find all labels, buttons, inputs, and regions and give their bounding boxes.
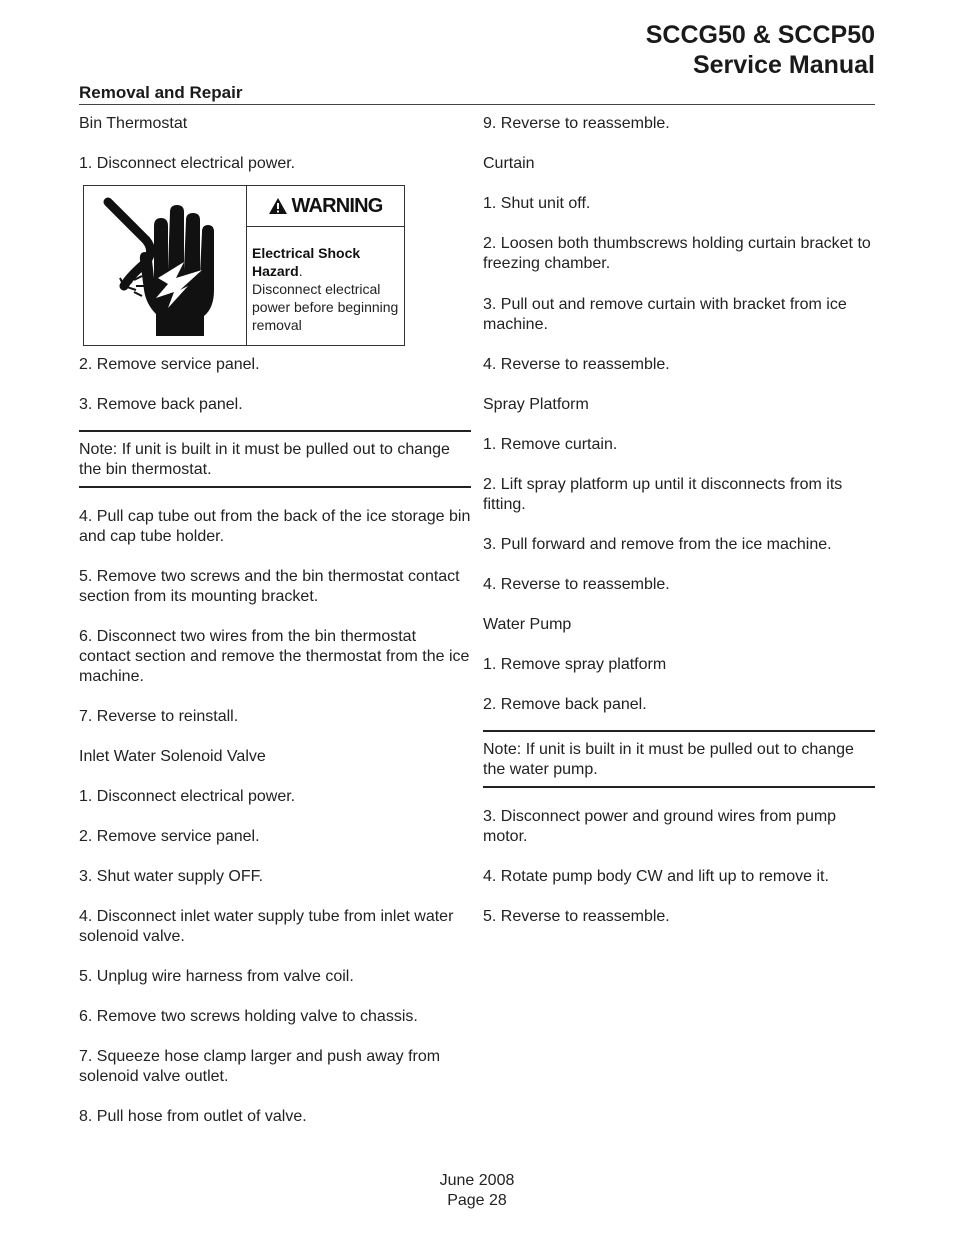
wp-step-3: 3. Disconnect power and ground wires from pump motor. — [483, 808, 837, 845]
note-rule-bottom — [79, 486, 471, 488]
hazard-instructions: Disconnect electrical power before beginning removal — [252, 281, 399, 333]
pump-note-rule-bottom — [483, 786, 875, 788]
electrical-shock-pictogram — [84, 186, 247, 345]
c-step-3: 3. Pull out and remove curtain with bracket from ice machine. — [483, 296, 847, 333]
manual-title: Service Manual — [692, 51, 875, 79]
iv-step-2: 2. Remove service panel. — [79, 828, 260, 845]
bt-step-7: 7. Reverse to reinstall. — [79, 708, 239, 725]
c-step-4: 4. Reverse to reassemble. — [483, 356, 670, 373]
c-step-2: 2. Loosen both thumbscrews holding curtain bracket to freezing chamber. — [483, 235, 871, 272]
bt-step-4: 4. Pull cap tube out from the back of the ice storage bin and cap tube holder. — [79, 508, 471, 545]
hazard-title: Electrical Shock Hazard — [252, 245, 361, 279]
warning-signal-panel — [247, 186, 404, 227]
warning-triangle-icon — [268, 197, 288, 215]
sp-step-2: 2. Lift spray platform up until it disconnects from its fitting. — [483, 476, 843, 513]
bt-step-2: 2. Remove service panel. — [79, 356, 260, 373]
sp-step-1: 1. Remove curtain. — [483, 436, 618, 453]
sp-step-3: 3. Pull forward and remove from the ice machine. — [483, 536, 832, 553]
bin-thermostat-heading: Bin Thermostat — [79, 115, 188, 132]
iv-step-4: 4. Disconnect inlet water supply tube from inlet water solenoid valve. — [79, 908, 454, 945]
iv-step-8: 8. Pull hose from outlet of valve. — [79, 1108, 307, 1125]
iv-step-9: 9. Reverse to reassemble. — [483, 115, 670, 132]
spray-platform-heading: Spray Platform — [483, 396, 589, 413]
wp-step-4: 4. Rotate pump body CW and lift up to remove it. — [483, 868, 829, 885]
water-pump-heading: Water Pump — [483, 616, 572, 633]
pump-note-rule-top — [483, 730, 875, 732]
bt-note: Note: If unit is built in it must be pulled out to change the bin thermostat. — [79, 441, 450, 478]
c-step-1: 1. Shut unit off. — [483, 195, 591, 212]
document-header — [646, 20, 875, 80]
wp-step-1: 1. Remove spray platform — [483, 656, 667, 673]
iv-step-6: 6. Remove two screws holding valve to chassis. — [79, 1008, 418, 1025]
wp-step-2: 2. Remove back panel. — [483, 696, 647, 713]
bt-step-5: 5. Remove two screws and the bin thermostat contact section from its mounting bracket. — [79, 568, 460, 605]
section-title: Removal and Repair — [79, 83, 243, 102]
note-rule-top — [79, 430, 471, 432]
section-divider — [79, 104, 875, 105]
bt-step-6: 6. Disconnect two wires from the bin thermostat contact section and remove the thermostat from the ice machine. — [79, 628, 470, 685]
page-footer — [0, 1171, 954, 1211]
curtain-heading: Curtain — [483, 155, 535, 172]
footer-date: June 2008 — [439, 1172, 515, 1189]
inlet-valve-heading: Inlet Water Solenoid Valve — [79, 748, 266, 765]
bt-step-1: 1. Disconnect electrical power. — [79, 155, 296, 172]
bt-step-3: 3. Remove back panel. — [79, 396, 243, 413]
warning-box — [83, 185, 405, 346]
hazard-title-period: . — [298, 263, 303, 279]
warning-signal-word: WARNING — [291, 194, 383, 217]
iv-step-1: 1. Disconnect electrical power. — [79, 788, 296, 805]
wp-step-5: 5. Reverse to reassemble. — [483, 908, 670, 925]
model-title: SCCG50 & SCCP50 — [645, 21, 875, 49]
iv-step-3: 3. Shut water supply OFF. — [79, 868, 264, 885]
warning-message — [252, 244, 402, 334]
iv-step-7: 7. Squeeze hose clamp larger and push away from solenoid valve outlet. — [79, 1048, 441, 1085]
iv-step-5: 5. Unplug wire harness from valve coil. — [79, 968, 354, 985]
page-number: Page 28 — [447, 1192, 507, 1209]
electrical-shock-hand-icon — [84, 186, 246, 345]
wp-note: Note: If unit is built in it must be pulled out to change the water pump. — [483, 741, 854, 778]
sp-step-4: 4. Reverse to reassemble. — [483, 576, 670, 593]
